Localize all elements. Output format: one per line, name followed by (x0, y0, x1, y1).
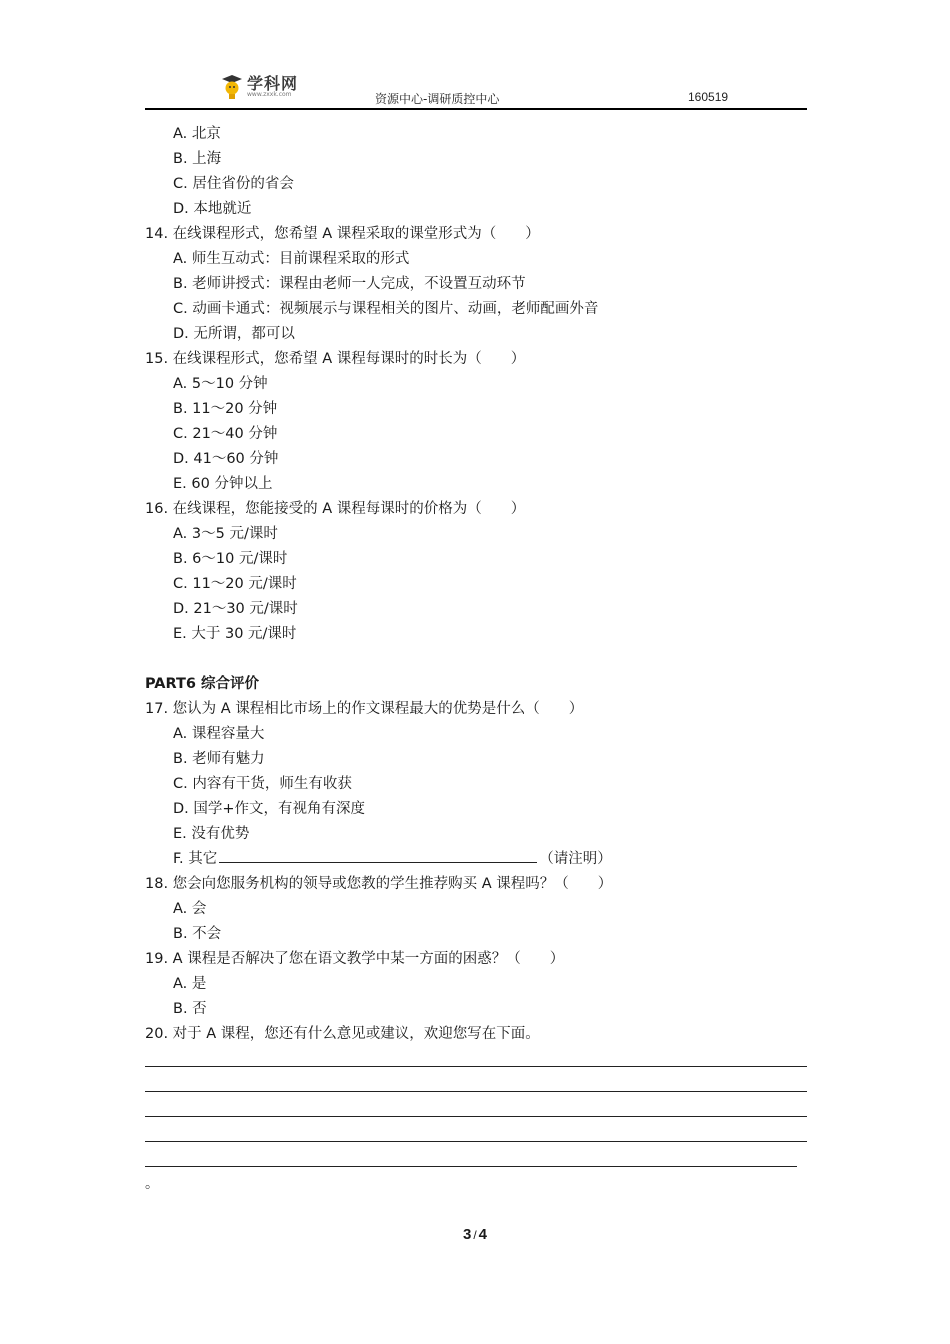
q17-option-e: E. 没有优势 (173, 826, 250, 842)
site-logo (221, 72, 311, 102)
q13-option-c: C. 居住省份的省会 (173, 176, 294, 192)
q19-option-a: A. 是 (173, 976, 207, 992)
page-number (0, 1226, 950, 1243)
q17-option-b: B. 老师有魅力 (173, 751, 265, 767)
mascot-icon (221, 74, 243, 100)
q16-option-d: D. 21～30 元/课时 (173, 601, 298, 617)
q13-option-a: A. 北京 (173, 126, 221, 142)
q17-option-f (145, 847, 807, 872)
header-title: 资源中心-调研质控中心 (375, 92, 500, 106)
total-pages: 4 (478, 1226, 488, 1243)
q14-option-d: D. 无所谓，都可以 (173, 326, 295, 342)
q17-option-a: A. 课程容量大 (173, 726, 265, 742)
q15-option-e: E. 60 分钟以上 (173, 476, 273, 492)
q13-option-d: D. 本地就近 (173, 201, 252, 217)
other-fill-blank[interactable] (219, 848, 537, 863)
q18-option-b: B. 不会 (173, 926, 222, 942)
q17-option-c: C. 内容有干货，师生有收获 (173, 776, 352, 792)
current-page: 3 (462, 1226, 472, 1243)
header-code: 160519 (688, 90, 729, 104)
q15-option-b: B. 11～20 分钟 (173, 401, 278, 417)
q14-option-c: C. 动画卡通式：视频展示与课程相关的图片、动画，老师配画外音 (173, 301, 599, 317)
q18-option-a: A. 会 (173, 901, 207, 917)
logo-url: www.zxxk.com (247, 91, 292, 98)
answer-line[interactable] (145, 1097, 807, 1122)
other-label: F. 其它 (173, 851, 218, 867)
q13-option-b: B. 上海 (173, 151, 222, 167)
q15-option-d: D. 41～60 分钟 (173, 451, 279, 467)
q17-option-d: D. 国学+作文，有视角有深度 (173, 801, 366, 817)
other-note: （请注明） (539, 851, 612, 867)
q15-option-c: C. 21～40 分钟 (173, 426, 278, 442)
q19-question: 19. A 课程是否解决了您在语文教学中某一方面的困惑？（ ） (145, 951, 565, 967)
q14-option-a: A. 师生互动式：目前课程采取的形式 (173, 251, 410, 267)
q16-question: 16. 在线课程，您能接受的 A 课程每课时的价格为（ ） (145, 501, 526, 517)
q18-question: 18. 您会向您服务机构的领导或您教的学生推荐购买 A 课程吗？（ ） (145, 876, 613, 892)
q15-option-a: A. 5～10 分钟 (173, 376, 268, 392)
q14-question: 14. 在线课程形式，您希望 A 课程采取的课堂形式为（ ） (145, 226, 540, 242)
q16-option-c: C. 11～20 元/课时 (173, 576, 297, 592)
answer-line[interactable] (145, 1047, 807, 1072)
q16-option-b: B. 6～10 元/课时 (173, 551, 288, 567)
q14-option-b: B. 老师讲授式：课程由老师一人完成，不设置互动环节 (173, 276, 526, 292)
section-title: PART6 综合评价 (145, 676, 260, 692)
q20-question: 20. 对于 A 课程，您还有什么意见或建议，欢迎您写在下面。 (145, 1026, 540, 1042)
answer-line[interactable] (145, 1122, 807, 1147)
logo-text: 学科网 (247, 74, 299, 93)
end-punctuation: 。 (145, 1176, 159, 1192)
q15-question: 15. 在线课程形式，您希望 A 课程每课时的时长为（ ） (145, 351, 526, 367)
spacer (145, 647, 807, 672)
q16-option-e: E. 大于 30 元/课时 (173, 626, 297, 642)
answer-line[interactable] (145, 1147, 807, 1172)
survey-content (145, 122, 807, 1197)
page-separator: / (473, 1228, 477, 1242)
q16-option-a: A. 3～5 元/课时 (173, 526, 278, 542)
q17-question: 17. 您认为 A 课程相比市场上的作文课程最大的优势是什么（ ） (145, 701, 584, 717)
answer-line[interactable] (145, 1072, 807, 1097)
q19-option-b: B. 否 (173, 1001, 207, 1017)
page-header (145, 70, 807, 110)
